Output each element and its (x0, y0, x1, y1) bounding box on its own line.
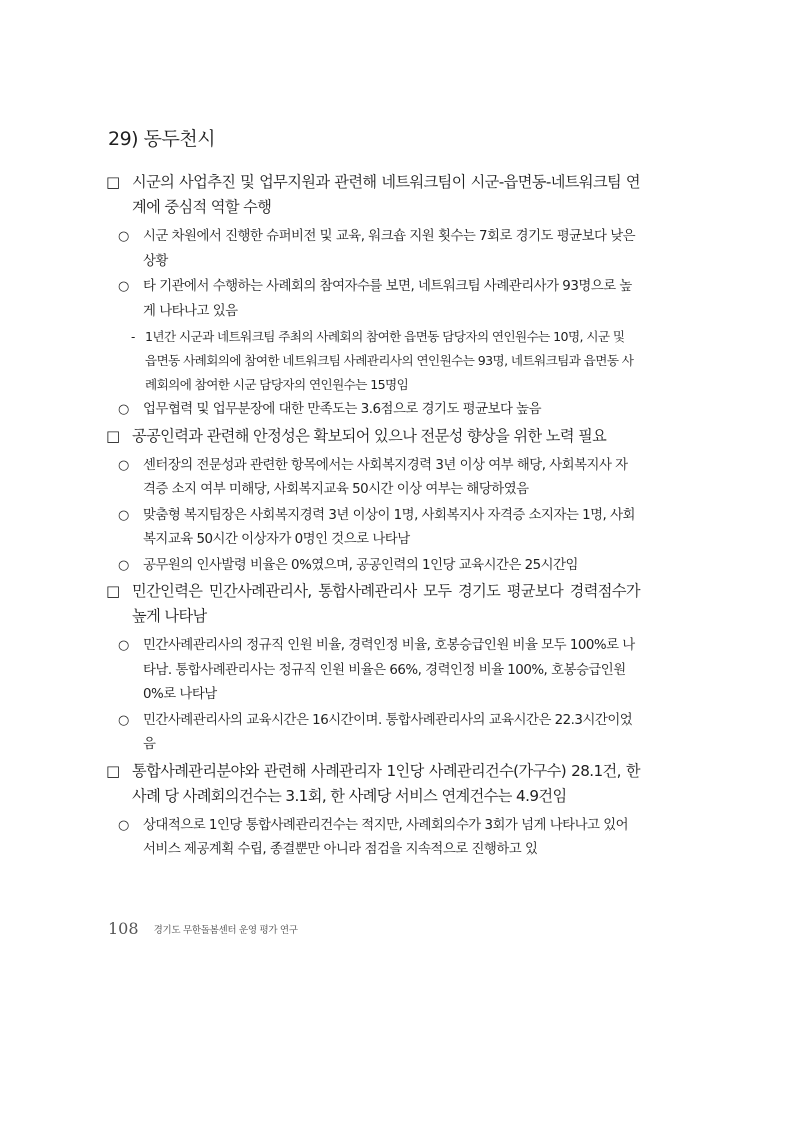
paragraph-text: 민간사례관리사의 교육시간은 16시간이며. 통합사례관리사의 교육시간은 22.3시간이었음 (143, 712, 633, 752)
paragraph-text: 맞춤형 복지팀장은 사회복지경력 3년 이상이 1명, 사회복지사 자격증 소지자는 1명, 사회복지교육 50시간 이상자가 0명인 것으로 나타남 (143, 507, 635, 547)
circle-bullet-icon: ○ (118, 402, 129, 417)
section-title: 29) 동두천시 (108, 128, 216, 150)
square-bullet-icon: □ (106, 761, 120, 780)
paragraph-text: 센터장의 전문성과 관련한 항목에서는 사회복지경력 3년 이상 여부 해당, 사회복지사 자격증 소지 여부 미해당, 사회복지교육 50시간 이상 여부는 해당하였음 (143, 457, 628, 497)
running-title: 경기도 무한돌봄센터 운영 평가 연구 (153, 924, 298, 936)
paragraph-text: 민간사례관리사의 정규직 인원 비율, 경력인정 비율, 호봉승급인원 비율 모두 100%로 나타남. 통합사례관리사는 정규직 인원 비율은 66%, 경력인정 비율 100%, 호봉승급인원 0%로 나타남 (143, 638, 635, 702)
paragraph-text: 통합사례관리분야와 관련해 사례관리자 1인당 사례관리건수(가구수) 28.1건, 한 사례 당 사례회의건수는 3.1회, 한 사례당 서비스 연계건수는 4.9건임 (132, 761, 640, 805)
content-body (0, 170, 793, 864)
circle-bullet-icon: ○ (118, 817, 129, 833)
bullet-square-1 (0, 170, 640, 220)
bullet-dash-1 (0, 325, 637, 397)
square-bullet-icon: □ (106, 582, 120, 600)
page-footer (108, 918, 298, 938)
paragraph-text: 타 기관에서 수행하는 사례회의 참여자수를 보면, 네트워크팀 사례관리사가 93명으로 높게 나타나고 있음 (143, 279, 632, 319)
bullet-square-4 (0, 759, 640, 809)
paragraph-text: 1년간 시군과 네트워크팀 주최의 사례회의 참여한 읍면동 담당자의 연인원수는 10명, 시군 및 읍면동 사례회의에 참여한 네트워크팀 사례관리사의 연인원수는 93명, 네트워크팀과 읍면동 사례회의에 참여한 시군 담당자의 연인원수는 15명임 (145, 329, 634, 392)
bullet-circle-9 (0, 814, 637, 863)
bullet-square-2 (0, 424, 640, 449)
bullet-circle-7 (0, 634, 637, 708)
paragraph-text: 공무원의 인사발령 비율은 0%였으며, 공공인력의 1인당 교육시간은 25시간임 (143, 557, 578, 573)
square-bullet-icon: □ (106, 173, 120, 191)
bullet-square-3 (0, 579, 640, 629)
bullet-circle-1 (0, 225, 637, 274)
circle-bullet-icon: ○ (118, 557, 129, 573)
paragraph-text: 상대적으로 1인당 통합사례관리건수는 적지만, 사례회의수가 3회가 넘게 나타나고 있어 서비스 제공계획 수립, 종결뿐만 아니라 점검을 지속적으로 진행하고 있 (143, 817, 629, 857)
bullet-circle-5 (0, 504, 637, 553)
bullet-circle-4 (0, 454, 637, 503)
bullet-circle-2 (0, 275, 637, 324)
circle-bullet-icon: ○ (118, 712, 129, 728)
paragraph-text: 공공인력과 관련해 안정성은 확보되어 있으나 전문성 향상을 위한 노력 필요 (132, 426, 607, 445)
circle-bullet-icon: ○ (118, 279, 129, 294)
circle-bullet-icon: ○ (118, 229, 129, 244)
circle-bullet-icon: ○ (118, 457, 129, 473)
bullet-circle-3 (0, 398, 637, 423)
bullet-circle-8 (0, 709, 637, 758)
paragraph-text: 업무협력 및 업무분장에 대한 만족도는 3.6점으로 경기도 평균보다 높음 (143, 402, 542, 417)
page-number: 108 (108, 919, 139, 938)
dash-bullet-icon: - (131, 330, 135, 344)
paragraph-text: 시군의 사업추진 및 업무지원과 관련해 네트워크팀이 시군-읍면동-네트워크팀 연계에 중심적 역할 수행 (132, 173, 640, 216)
bullet-circle-6 (0, 554, 637, 579)
circle-bullet-icon: ○ (118, 507, 129, 523)
square-bullet-icon: □ (106, 426, 120, 445)
paragraph-text: 시군 차원에서 진행한 슈퍼비전 및 교육, 워크숍 지원 횟수는 7회로 경기도 평균보다 낮은 상황 (143, 229, 636, 269)
paragraph-text: 민간인력은 민간사례관리사, 통합사례관리사 모두 경기도 평균보다 경력점수가 높게 나타남 (132, 582, 640, 625)
circle-bullet-icon: ○ (118, 638, 129, 653)
